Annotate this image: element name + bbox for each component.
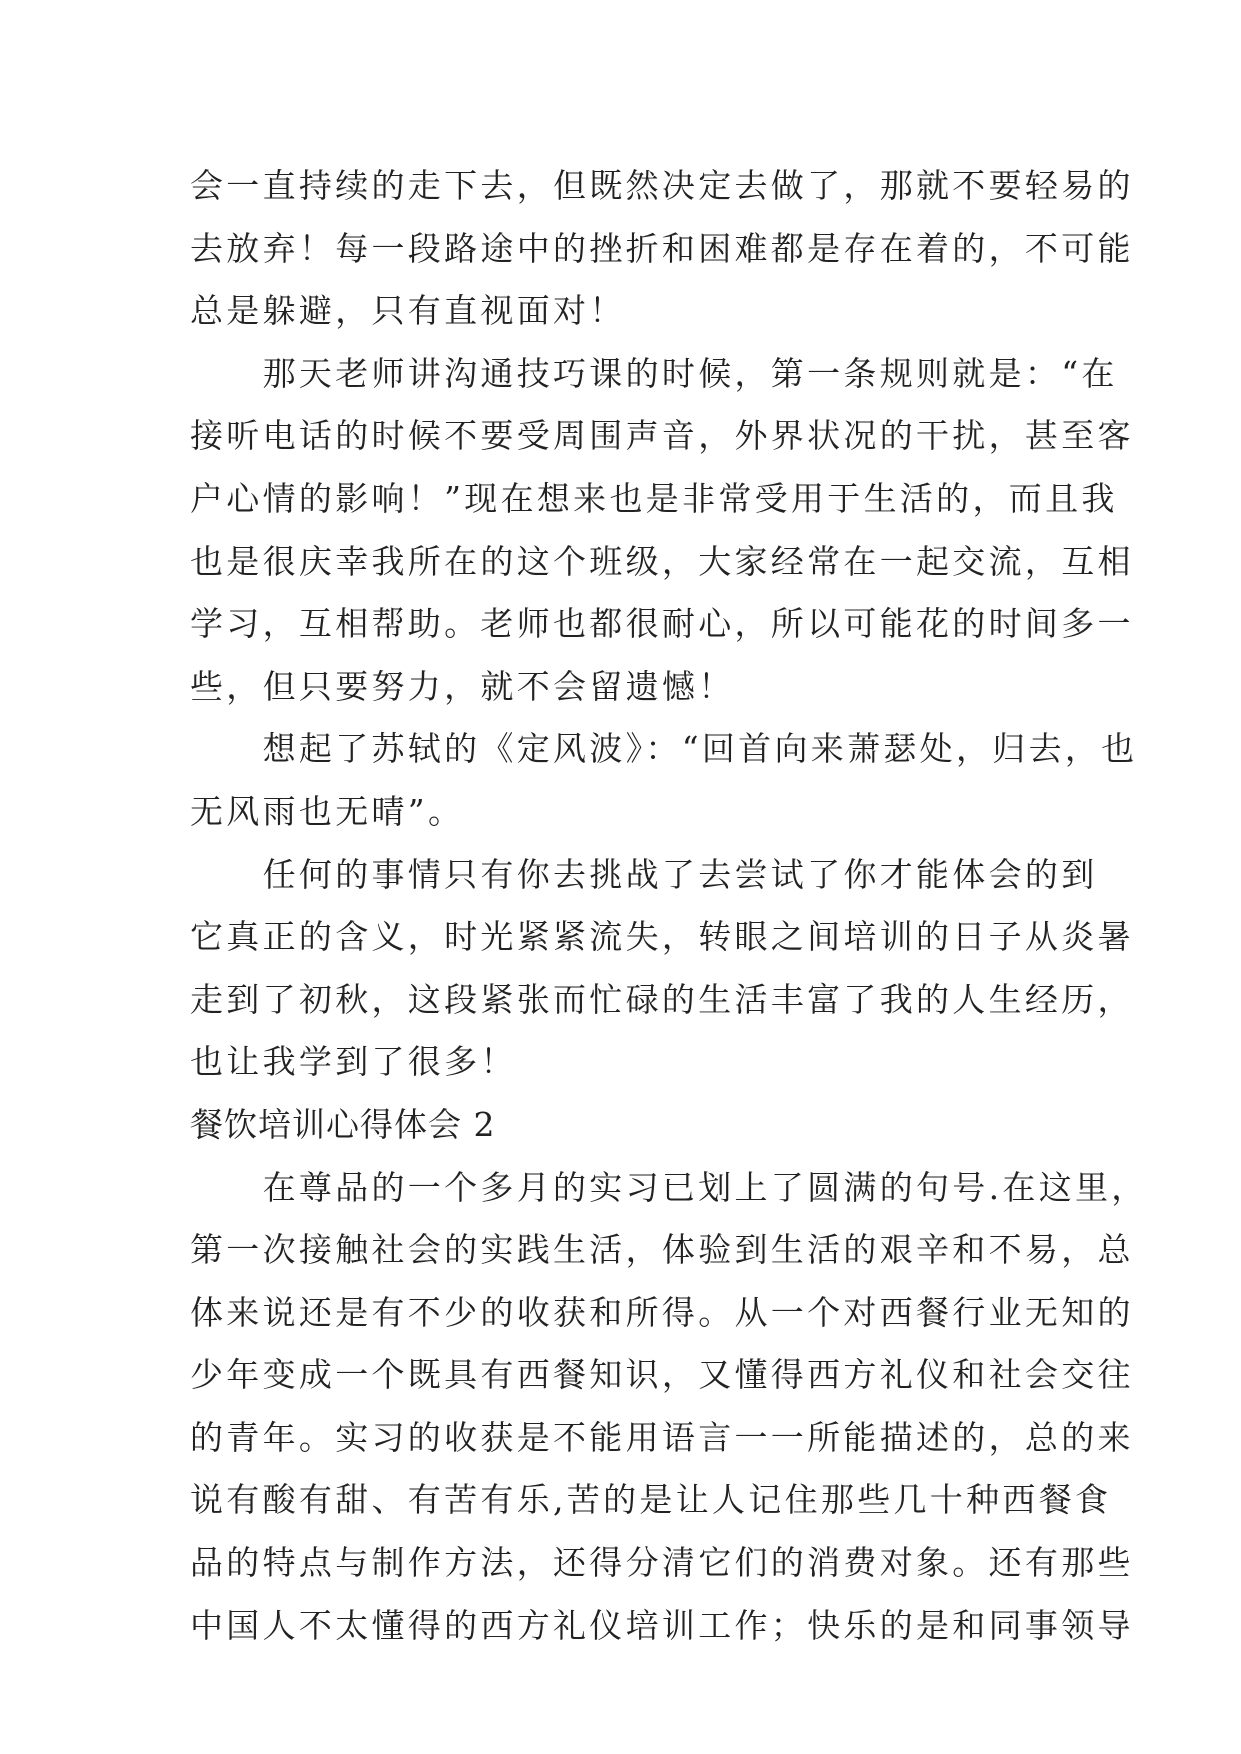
- text-line: 品的特点与制作方法，还得分清它们的消费对象。还有那些: [190, 1543, 1134, 1583]
- text-line: 也是很庆幸我所在的这个班级，大家经常在一起交流，互相: [190, 541, 1134, 581]
- text-line: 它真正的含义，时光紧紧流失，转眼之间培训的日子从炎暑: [190, 917, 1134, 957]
- section-heading: 餐饮培训心得体会 2: [190, 1104, 496, 1144]
- text-line: 体来说还是有不少的收获和所得。从一个对西餐行业无知的: [190, 1292, 1134, 1332]
- document-body: [190, 155, 1148, 1657]
- text-line: 学习，互相帮助。老师也都很耐心，所以可能花的时间多一: [190, 604, 1134, 644]
- text-line: 户心情的影响！”现在想来也是非常受用于生活的，而且我: [190, 478, 1118, 518]
- text-line: 少年变成一个既具有西餐知识，又懂得西方礼仪和社会交往: [190, 1355, 1134, 1395]
- text-line: 那天老师讲沟通技巧课的时候，第一条规则就是：“在: [190, 353, 1118, 393]
- text-line: 些，但只要努力，就不会留遗憾！: [190, 666, 735, 706]
- text-line: 也让我学到了很多！: [190, 1042, 517, 1082]
- text-line: 总是躲避，只有直视面对！: [190, 291, 626, 331]
- text-line: 任何的事情只有你去挑战了去尝试了你才能体会的到: [190, 854, 1098, 894]
- text-line: 无风雨也无晴”。: [190, 791, 465, 831]
- text-line: 接听电话的时候不要受周围声音，外界状况的干扰，甚至客: [190, 416, 1134, 456]
- text-line: 的青年。实习的收获是不能用语言一一所能描述的，总的来: [190, 1417, 1134, 1457]
- text-line: 在尊品的一个多月的实习已划上了圆满的句号.在这里，: [190, 1167, 1148, 1207]
- text-line: 第一次接触社会的实践生活，体验到生活的艰辛和不易，总: [190, 1230, 1134, 1270]
- text-line: 想起了苏轼的《定风波》：“回首向来萧瑟处，归去，也: [190, 729, 1138, 769]
- text-line: 走到了初秋，这段紧张而忙碌的生活丰富了我的人生经历，: [190, 979, 1134, 1019]
- text-line: 会一直持续的走下去，但既然决定去做了，那就不要轻易的: [190, 166, 1134, 205]
- text-line: 去放弃！每一段路途中的挫折和困难都是存在着的，不可能: [190, 228, 1134, 268]
- text-line: 说有酸有甜、有苦有乐,苦的是让人记住那些几十种西餐食: [190, 1480, 1112, 1520]
- text-line: 中国人不太懂得的西方礼仪培训工作；快乐的是和同事领导: [190, 1605, 1134, 1645]
